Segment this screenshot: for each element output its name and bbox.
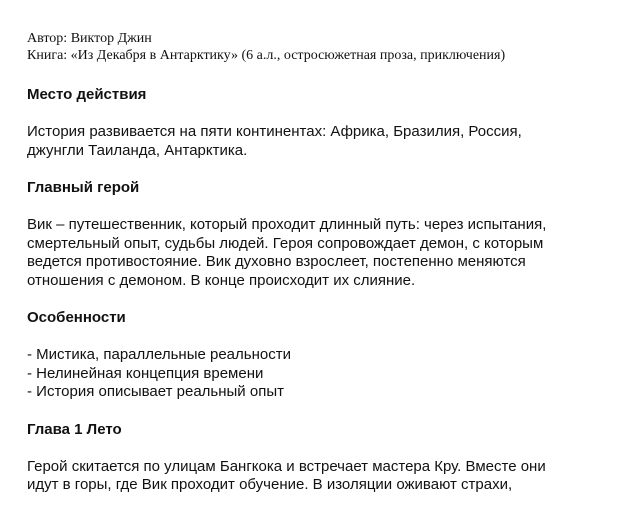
feature-list [27, 346, 607, 402]
text-line: отношения с демоном. В конце происходит их слияние. [27, 271, 416, 289]
text-line: идут в горы, где Вик проходит обучение. В изоляции оживают страхи, [27, 476, 513, 493]
paragraph-main-hero [27, 216, 607, 290]
heading-features: Особенности [27, 309, 126, 326]
heading-chapter-1: Глава 1 Лето [27, 420, 122, 438]
list-item: - История описывает реальный опыт [27, 383, 284, 400]
text-line: История развивается на пяти континентах: Африка, Бразилия, Россия, [27, 123, 522, 140]
paragraph-chapter-1 [27, 458, 607, 495]
heading-main-hero: Главный герой [27, 179, 140, 196]
paragraph-location [27, 123, 607, 160]
book-text: Книга: «Из Декабря в Антарктику» (6 а.л., остросюжетная проза, приключения) [27, 48, 506, 63]
text-line: Вик – путешественник, который проходит длинный путь: через испытания, [27, 216, 547, 233]
text-line: смертельный опыт, судьбы людей. Героя сопровождает демон, с которым [27, 234, 544, 252]
list-item: - Нелинейная концепция времени [27, 364, 264, 382]
text-line: джунгли Таиланда, Антарктика. [27, 141, 248, 159]
heading-location: Место действия [27, 86, 147, 103]
text-line: Герой скитается по улицам Бангкока и встречает мастера Кру. Вместе они [27, 457, 546, 475]
author-text: Автор: Виктор Джин [27, 31, 152, 46]
book-line [27, 47, 607, 64]
document-page [27, 30, 607, 495]
list-item: - Мистика, параллельные реальности [27, 346, 291, 363]
author-line [27, 30, 607, 47]
text-line: ведется противостояние. Вик духовно взрослеет, постепенно меняются [27, 253, 526, 270]
